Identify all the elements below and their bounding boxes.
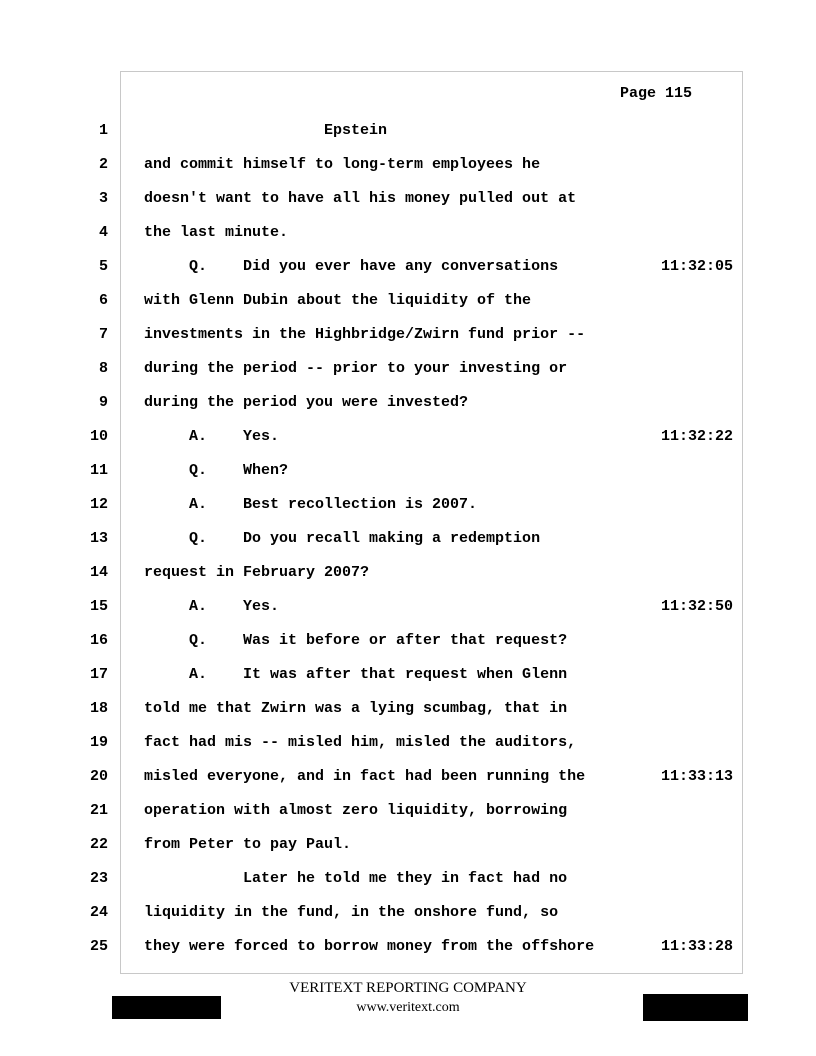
line-number: 1 — [98, 122, 108, 139]
line-text: the last minute. — [144, 224, 289, 241]
line-number: 7 — [98, 326, 108, 343]
line-number: 2 — [98, 156, 108, 173]
transcript-line — [0, 835, 816, 855]
transcript-line — [0, 495, 816, 515]
transcript-line — [0, 767, 816, 787]
line-text: and commit himself to long-term employees he — [144, 156, 541, 173]
transcript-line — [0, 665, 816, 685]
transcript-line — [0, 121, 816, 141]
transcript-line — [0, 801, 816, 821]
line-text: Q. Did you ever have any conversations — [144, 258, 559, 275]
line-number: 21 — [89, 802, 108, 819]
line-number: 19 — [89, 734, 108, 751]
line-text: A. Yes. — [144, 598, 280, 615]
line-timestamp: 11:32:22 — [661, 428, 734, 445]
line-number: 11 — [89, 462, 108, 479]
line-number: 15 — [89, 598, 108, 615]
line-number: 8 — [98, 360, 108, 377]
line-number: 14 — [89, 564, 108, 581]
line-text: doesn't want to have all his money pulled out at — [144, 190, 577, 207]
line-text: Later he told me they in fact had no — [144, 870, 568, 887]
transcript-line — [0, 393, 816, 413]
line-text: misled everyone, and in fact had been running the — [144, 768, 586, 785]
line-number: 20 — [89, 768, 108, 785]
line-number: 17 — [89, 666, 108, 683]
line-text: liquidity in the fund, in the onshore fund, so — [144, 904, 559, 921]
transcript-line — [0, 189, 816, 209]
line-number: 16 — [89, 632, 108, 649]
line-text: A. Best recollection is 2007. — [144, 496, 478, 513]
line-timestamp: 11:33:13 — [661, 768, 734, 785]
line-text: from Peter to pay Paul. — [144, 836, 352, 853]
transcript-line — [0, 291, 816, 311]
footer-company: VERITEXT REPORTING COMPANY — [289, 980, 527, 996]
transcript-line — [0, 563, 816, 583]
line-number: 18 — [89, 700, 108, 717]
transcript-line — [0, 155, 816, 175]
line-text: A. It was after that request when Glenn — [144, 666, 568, 683]
line-text: A. Yes. — [144, 428, 280, 445]
transcript-line — [0, 631, 816, 651]
transcript-line — [0, 359, 816, 379]
transcript-line — [0, 937, 816, 957]
line-text: investments in the Highbridge/Zwirn fund prior -- — [144, 326, 586, 343]
line-text: during the period you were invested? — [144, 394, 469, 411]
transcript-line — [0, 699, 816, 719]
transcript-line — [0, 461, 816, 481]
line-number: 5 — [98, 258, 108, 275]
transcript-line — [0, 325, 816, 345]
transcript-line — [0, 597, 816, 617]
line-text: Q. Was it before or after that request? — [144, 632, 568, 649]
transcript-line — [0, 869, 816, 889]
line-text: with Glenn Dubin about the liquidity of the — [144, 292, 532, 309]
line-text: Q. Do you recall making a redemption — [144, 530, 541, 547]
transcript-line — [0, 257, 816, 277]
line-text: during the period -- prior to your investing or — [144, 360, 568, 377]
line-timestamp: 11:32:50 — [661, 598, 734, 615]
line-text: Epstein — [144, 122, 388, 139]
line-text: they were forced to borrow money from the offshore — [144, 938, 595, 955]
transcript-line — [0, 733, 816, 753]
line-number: 12 — [89, 496, 108, 513]
line-text: request in February 2007? — [144, 564, 370, 581]
line-text: Q. When? — [144, 462, 289, 479]
line-timestamp: 11:32:05 — [661, 258, 734, 275]
footer-url[interactable]: www.veritext.com — [356, 1000, 460, 1015]
line-number: 10 — [89, 428, 108, 445]
line-number: 23 — [89, 870, 108, 887]
line-number: 4 — [98, 224, 108, 241]
line-text: operation with almost zero liquidity, borrowing — [144, 802, 568, 819]
line-number: 6 — [98, 292, 108, 309]
page-number: Page 115 — [620, 85, 693, 102]
line-number: 22 — [89, 836, 108, 853]
line-number: 24 — [89, 904, 108, 921]
redaction-box-left — [112, 996, 221, 1019]
line-number: 25 — [89, 938, 108, 955]
line-number: 3 — [98, 190, 108, 207]
transcript-line — [0, 903, 816, 923]
redaction-box-right — [643, 994, 748, 1021]
transcript-line — [0, 529, 816, 549]
line-number: 13 — [89, 530, 108, 547]
line-timestamp: 11:33:28 — [661, 938, 734, 955]
line-number: 9 — [98, 394, 108, 411]
transcript-line — [0, 223, 816, 243]
line-text: told me that Zwirn was a lying scumbag, that in — [144, 700, 568, 717]
line-text: fact had mis -- misled him, misled the auditors, — [144, 734, 577, 751]
transcript-line — [0, 427, 816, 447]
